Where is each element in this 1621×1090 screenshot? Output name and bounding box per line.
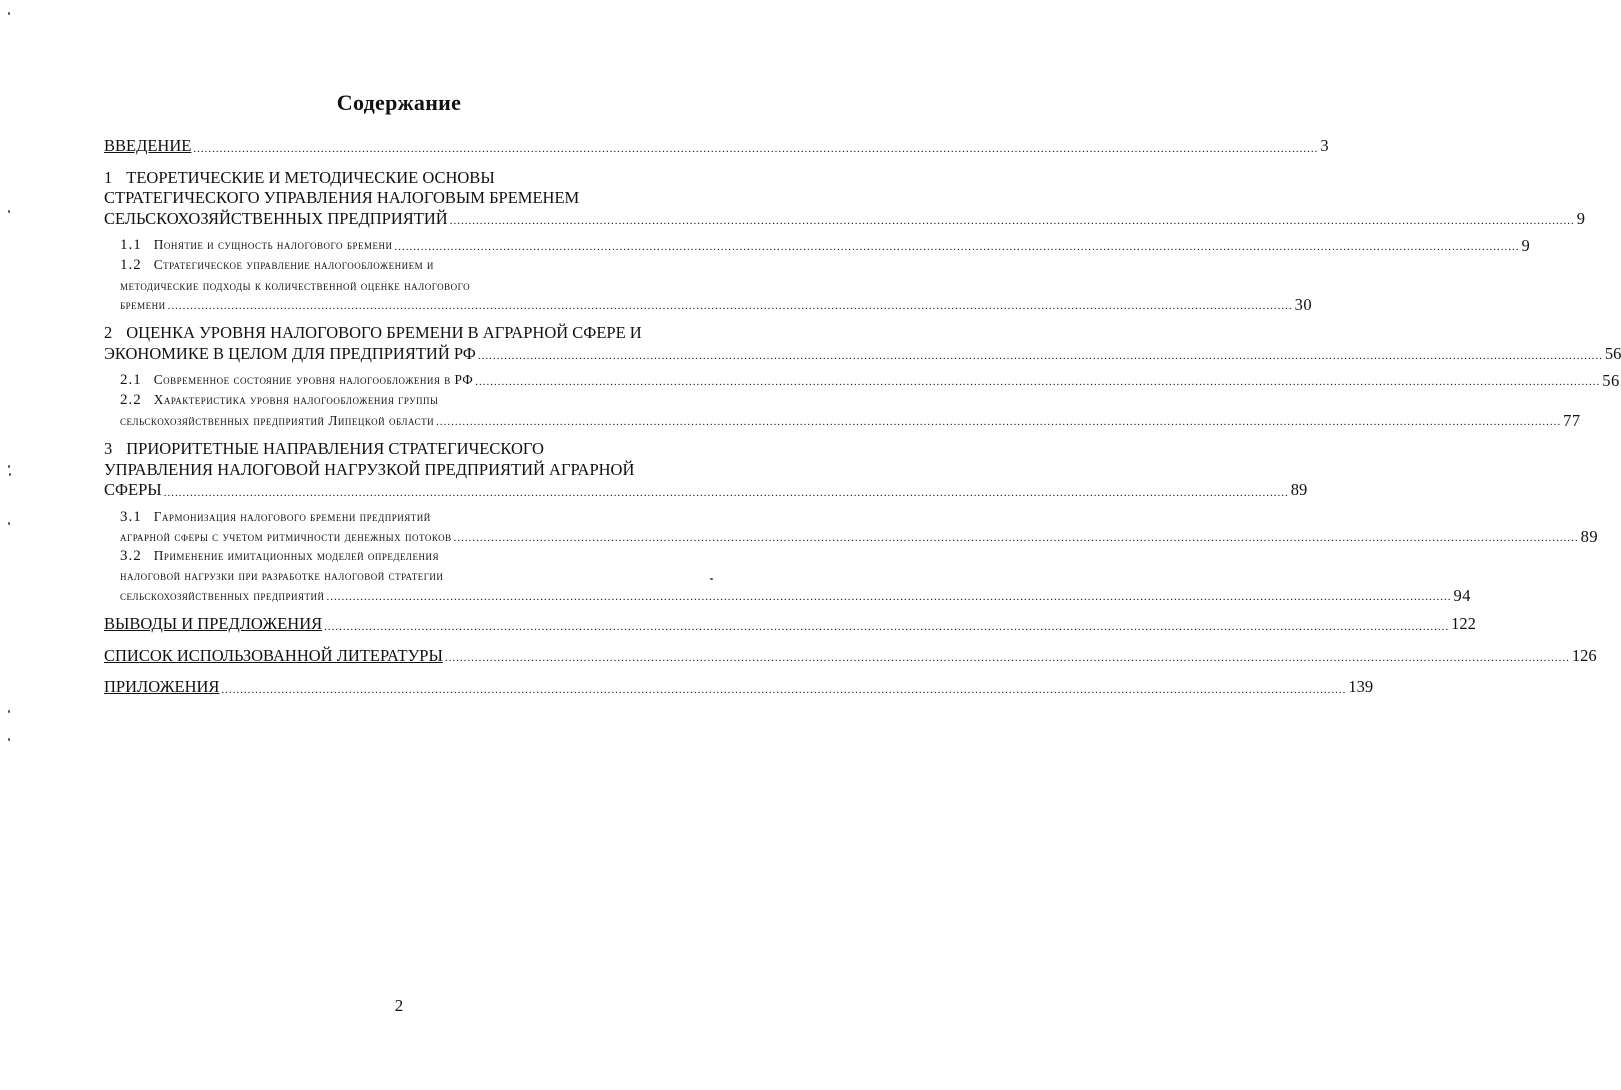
toc-entry-title-line: бремени xyxy=(120,296,166,312)
scan-speck xyxy=(9,473,11,476)
toc-entry-appendices[interactable] xyxy=(104,677,1374,698)
toc-entry-chapter-3[interactable] xyxy=(104,439,1308,501)
toc-entry-section-2-2[interactable] xyxy=(104,390,1581,430)
scan-speck xyxy=(8,738,10,741)
dot-leader: ............................................................................................................................................................................................................................................................................................................ xyxy=(436,416,1562,429)
chapter-number: 3 xyxy=(104,439,113,459)
chapter-number: 1 xyxy=(104,167,113,187)
toc-entry-section-3-2[interactable] xyxy=(104,546,1472,605)
toc-entry-title-line: Применение имитационных моделей определения xyxy=(153,548,440,564)
toc-page-number: 139 xyxy=(1348,677,1374,697)
dot-leader: ............................................................................................................................................................................................................................................................................................................ xyxy=(475,376,1601,389)
dot-leader: ............................................................................................................................................................................................................................................................................................................ xyxy=(453,532,1579,545)
toc-entry-title-line: налоговой нагрузки при разработке налоговой стратегии xyxy=(120,568,444,584)
toc-entry-title-line: ЭКОНОМИКЕ В ЦЕЛОМ ДЛЯ ПРЕДПРИЯТИЙ РФ xyxy=(104,343,476,363)
toc-entry-section-3-1[interactable] xyxy=(104,507,1599,547)
toc-entry-title-line: аграрной сферы с учетом ритмичности денежных потоков xyxy=(120,528,452,544)
toc-page-number: 126 xyxy=(1571,645,1597,665)
toc-entry-introduction[interactable] xyxy=(104,136,1329,157)
toc-page-number: 9 xyxy=(1521,236,1531,255)
toc-page-number: 94 xyxy=(1453,585,1472,605)
dot-leader: ............................................................................................................................................................................................................................................................................................................ xyxy=(449,215,1575,227)
toc-entry-title: ВЫВОДЫ И ПРЕДЛОЖЕНИЯ xyxy=(104,614,323,634)
section-number: 1.1 xyxy=(120,237,142,253)
toc-entry-title: СПИСОК ИСПОЛЬЗОВАННОЙ ЛИТЕРАТУРЫ xyxy=(104,645,443,665)
toc-entry-section-1-2[interactable] xyxy=(104,255,1313,314)
toc-entry-title-line: ТЕОРЕТИЧЕСКИЕ И МЕТОДИЧЕСКИЕ ОСНОВЫ xyxy=(126,167,495,187)
toc-entry-title-line: ОЦЕНКА УРОВНЯ НАЛОГОВОГО БРЕМЕНИ В АГРАРНОЙ СФЕРЕ И xyxy=(126,323,642,343)
toc-page-number: 77 xyxy=(1563,410,1581,430)
section-number: 3.1 xyxy=(120,508,142,525)
page-number: 2 xyxy=(394,996,404,1015)
section-number: 3.2 xyxy=(120,548,142,565)
toc-entry-title-line: СЕЛЬСКОХОЗЯЙСТВЕННЫХ ПРЕДПРИЯТИЙ xyxy=(104,208,448,228)
scan-speck xyxy=(8,465,10,468)
dot-leader: ............................................................................................................................................................................................................................................................................................................ xyxy=(326,591,1452,604)
dot-leader: ............................................................................................................................................................................................................................................................................................................ xyxy=(163,486,1289,499)
scan-speck xyxy=(8,12,10,15)
dot-leader: ............................................................................................................................................................................................................................................................................................................ xyxy=(167,300,1293,313)
toc-page-number: 3 xyxy=(1320,136,1329,155)
toc-page-number: 56 xyxy=(1602,371,1620,391)
toc-page-number: 89 xyxy=(1580,526,1599,546)
toc-entry-references[interactable] xyxy=(104,645,1597,667)
dot-leader: ............................................................................................................................................................................................................................................................................................................ xyxy=(477,350,1603,363)
toc-page-number: 122 xyxy=(1451,614,1476,634)
section-number: 1.2 xyxy=(120,257,142,274)
toc-page-number: 89 xyxy=(1290,480,1308,500)
toc-entry-title-line: Современное состояние уровня налогообложения в РФ xyxy=(153,372,474,388)
toc-entry-chapter-1[interactable] xyxy=(104,167,1585,230)
toc-entry-title: ПРИЛОЖЕНИЯ xyxy=(104,677,220,697)
toc-entry-title-line: СФЕРЫ xyxy=(104,480,162,500)
toc-entry-title-line: Стратегическое управление налогообложением и xyxy=(153,257,434,273)
toc-entry-title-line: СТРАТЕГИЧЕСКОГО УПРАВЛЕНИЯ НАЛОГОВЫМ БРЕМЕНЕМ xyxy=(104,188,580,207)
toc-entry-title-line: УПРАВЛЕНИЯ НАЛОГОВОЙ НАГРУЗКОЙ ПРЕДПРИЯТИЙ АГРАРНОЙ xyxy=(104,459,635,479)
toc-entry-title-line: Гармонизация налогового бремени предприятий xyxy=(153,508,431,524)
toc-entry-title-line: сельскохозяйственных предприятий Липецкой области xyxy=(120,412,435,428)
dot-leader: ............................................................................................................................................................................................................................................................................................................ xyxy=(444,652,1570,665)
scan-speck xyxy=(710,578,713,580)
toc-entry-section-1-1[interactable] xyxy=(104,235,1531,255)
toc-page-number: 56 xyxy=(1604,343,1621,363)
toc-entry-chapter-2[interactable] xyxy=(104,323,1621,364)
toc-entry-title-line: Понятие и сущность налогового бремени xyxy=(153,237,393,252)
dot-leader: ............................................................................................................................................................................................................................................................................................................ xyxy=(193,142,1319,155)
toc-entry-title-line: методические подходы к количественной оценке налогового xyxy=(120,277,471,293)
toc-entry-title-line: ПРИОРИТЕТНЫЕ НАПРАВЛЕНИЯ СТРАТЕГИЧЕСКОГО xyxy=(126,439,544,459)
scan-speck xyxy=(8,710,10,713)
scan-speck xyxy=(8,522,10,525)
table-of-contents xyxy=(104,136,1621,709)
dot-leader: ............................................................................................................................................................................................................................................................................................................ xyxy=(324,620,1450,633)
toc-page-number: 9 xyxy=(1576,208,1585,228)
dot-leader: ............................................................................................................................................................................................................................................................................................................ xyxy=(221,683,1347,696)
toc-entry-conclusions[interactable] xyxy=(104,614,1476,635)
dot-leader: ............................................................................................................................................................................................................................................................................................................ xyxy=(394,241,1520,254)
toc-entry-title-line: Характеристика уровня налогообложения группы xyxy=(153,392,439,408)
scan-speck xyxy=(8,210,10,213)
chapter-number: 2 xyxy=(104,323,113,343)
section-number: 2.2 xyxy=(120,392,142,409)
toc-entry-section-2-1[interactable] xyxy=(104,370,1620,391)
toc-entry-title-line: сельскохозяйственных предприятий xyxy=(120,587,325,603)
section-number: 2.1 xyxy=(120,372,142,389)
toc-page-number: 30 xyxy=(1294,294,1313,314)
toc-entry-title: ВВЕДЕНИЕ xyxy=(104,136,192,155)
page-title: Содержание xyxy=(336,90,462,115)
